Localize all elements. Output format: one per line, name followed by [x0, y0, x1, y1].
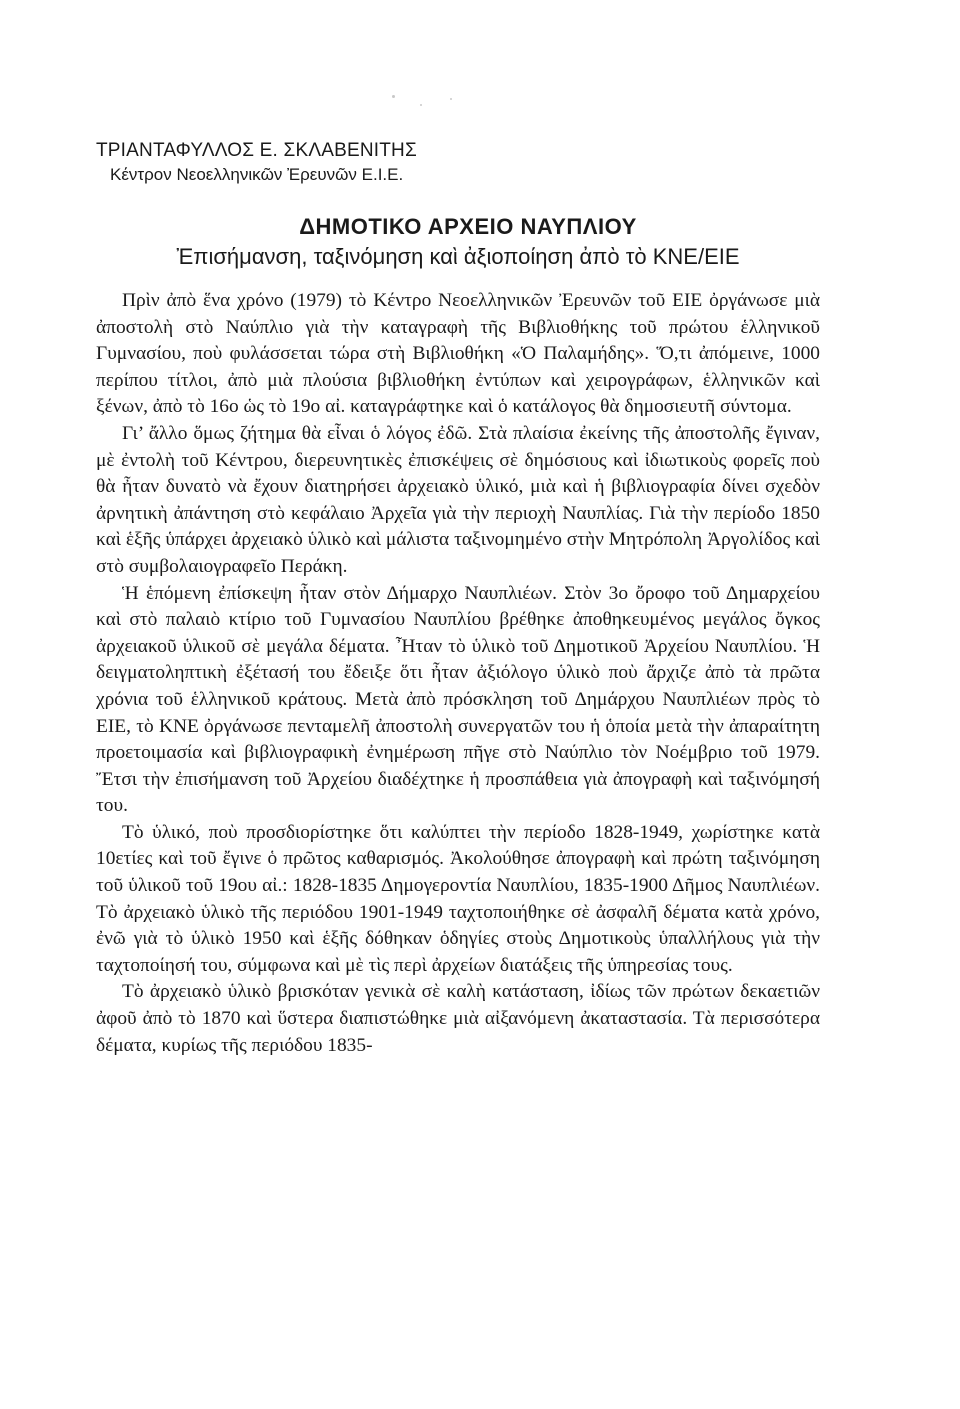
article-body — [96, 288, 820, 1059]
paragraph-4: Τὸ ὑλικό, ποὺ προσδιορίστηκε ὅτι καλύπτει τὴν περίοδο 1828-1949, χωρίστηκε κατὰ 10ετίες καὶ τοῦ ἔγινε ὁ πρῶτος καθαρισμός. Ἀκολούθησε ἀπογραφὴ καὶ πρώτη ταξινόμηση τοῦ ὑλικοῦ τοῦ 19ου αἰ.: 1828-1835 Δημογεροντία Ναυπλίου, 1835-1900 Δῆμος Ναυπλιέων. Τὸ ἀρχειακὸ ὑλικὸ τῆς περιόδου 1901-1949 ταχτοποιήθηκε σὲ ἀσφαλῆ δέματα κατὰ χρόνο, ἐνῶ γιὰ τὸ ὑλικὸ 1950 καὶ ἑξῆς δόθηκαν ὁδηγίες στοὺς Δημοτικοὺς ὑπαλλήλους γιὰ τὴν ταχτοποίησή του, σύμφωνα καὶ μὲ τὶς περὶ ἀρχείων διατάξεις τῆς ὑπηρεσίας τους. — [96, 821, 820, 976]
page-subtitle: Ἐπισήμανση, ταξινόμηση καὶ ἀξιοποίηση ἀπὸ τὸ ΚΝΕ/ΕΙΕ — [176, 244, 740, 269]
author-name: ΤΡΙΑΝΤΑΦΥΛΛΟΣ Ε. ΣΚΛΑΒΕΝΙΤΗΣ — [96, 140, 417, 161]
paragraph-5: Τὸ ἀρχειακὸ ὑλικὸ βρισκόταν γενικὰ σὲ καλὴ κατάσταση, ἰδίως τῶν πρώτων δεκαετιῶν ἀφοῦ ἀπὸ τὸ 1870 καὶ ὕστερα διαπιστώθηκε μιὰ αἰξανόμενη ἀκαταστασία. Τὰ περισσότερα δέματα, κυρίως τῆς περιόδου 1835- — [96, 981, 820, 1056]
scan-speck — [450, 98, 452, 100]
page-content — [96, 138, 820, 1059]
page-title: ΔΗΜΟΤΙΚΟ ΑΡΧΕΙΟ ΝΑΥΠΛΙΟΥ — [299, 214, 637, 239]
author-affiliation: Κέντρον Νεοελληνικῶν Ἐρευνῶν Ε.Ι.Ε. — [110, 165, 404, 184]
paragraph-3: Ἡ ἑπόμενη ἐπίσκεψη ἦταν στὸν Δήμαρχο Ναυπλιέων. Στὸν 3ο ὄροφο τοῦ Δημαρχείου καὶ στὸ παλαιὸ κτίριο τοῦ Γυμνασίου Ναυπλίου βρέθηκε ἀποθηκευμένος μεγάλος ὄγκος ἀρχειακοῦ ὑλικοῦ σὲ μεγάλα δέματα. Ἦταν τὸ ὑλικὸ τοῦ Δημοτικοῦ Ἀρχείου Ναυπλίου. Ἡ δειγματοληπτικὴ ἐξέτασή του ἔδειξε ὅτι ἦταν ἀξιόλογο ὑλικὸ ποὺ ἄρχιζε ἀπὸ τὰ πρῶτα χρόνια τοῦ ἑλληνικοῦ κράτους. Μετὰ ἀπὸ πρόσκληση τοῦ Δημάρχου Ναυπλιέων πρὸς τὸ ΕΙΕ, τὸ ΚΝΕ ὀργάνωσε πενταμελῆ ἀποστολὴ συνεργατῶν του ἡ ὁποία μετὰ τὴν ἀπαραίτητη προετοιμασία καὶ βιβλιογραφικὴ ἐνημέρωση πῆγε στὸ Ναύπλιο τὸν Νοέμβριο τοῦ 1979. Ἔτσι τὴν ἐπισήμανση τοῦ Ἀρχείου διαδέχτηκε ἡ προσπάθεια γιὰ ἀπογραφὴ καὶ ταξινόμησή του. — [96, 582, 820, 817]
scan-speck — [420, 104, 422, 106]
paragraph-2: Γι’ ἄλλο ὅμως ζήτημα θὰ εἶναι ὁ λόγος ἐδῶ. Στὰ πλαίσια ἐκείνης τῆς ἀποστολῆς ἔγιναν, μὲ ἐντολὴ τοῦ Κέντρου, διερευνητικὲς ἐπισκέψεις σὲ δημόσιους καὶ ἰδιωτικοὺς φορεῖς ποὺ θὰ ἦταν δυνατὸ νὰ ἔχουν διατηρήσει ἀρχειακὸ ὑλικό, μιὰ καὶ ἡ βιβλιογραφία δίνει σχεδὸν ἀρνητικὴ ἀπάντηση στὸ κεφάλαιο Ἀρχεῖα γιὰ τὴν περιοχὴ Ναυπλίας. Γιὰ τὴν περίοδο 1850 καὶ ἑξῆς ὑπάρχει ἀρχειακὸ ὑλικὸ καὶ μάλιστα ταξινομημένο στὴν Μητρόπολη Ἀργολίδος καὶ στὸ συμβολαιογραφεῖο Περάκη. — [96, 422, 820, 577]
title-block — [96, 212, 820, 272]
scan-speck — [392, 95, 395, 98]
author-block — [96, 138, 820, 186]
paragraph-1: Πρὶν ἀπὸ ἕνα χρόνο (1979) τὸ Κέντρο Νεοελληνικῶν Ἐρευνῶν τοῦ ΕΙΕ ὀργάνωσε μιὰ ἀποστολὴ στὸ Ναύπλιο γιὰ τὴν καταγραφὴ τῆς Βιβλιοθήκης τοῦ πρώτου ἑλληνικοῦ Γυμνασίου, ποὺ φυλάσσεται τώρα στὴ Βιβλιοθήκη «Ὁ Παλαμήδης». Ὅ,τι ἀπόμεινε, 1000 περίπου τίτλοι, ἀπὸ μιὰ πλούσια βιβλιοθήκη ἐντύπων καὶ χειρογράφων, ἑλληνικῶν καὶ ξένων, ἀπὸ τὸ 16ο ὡς τὸ 19ο αἰ. καταγράφτηκε καὶ ὁ κατάλογος θὰ δημοσιευτῆ σύντομα. — [96, 290, 820, 418]
